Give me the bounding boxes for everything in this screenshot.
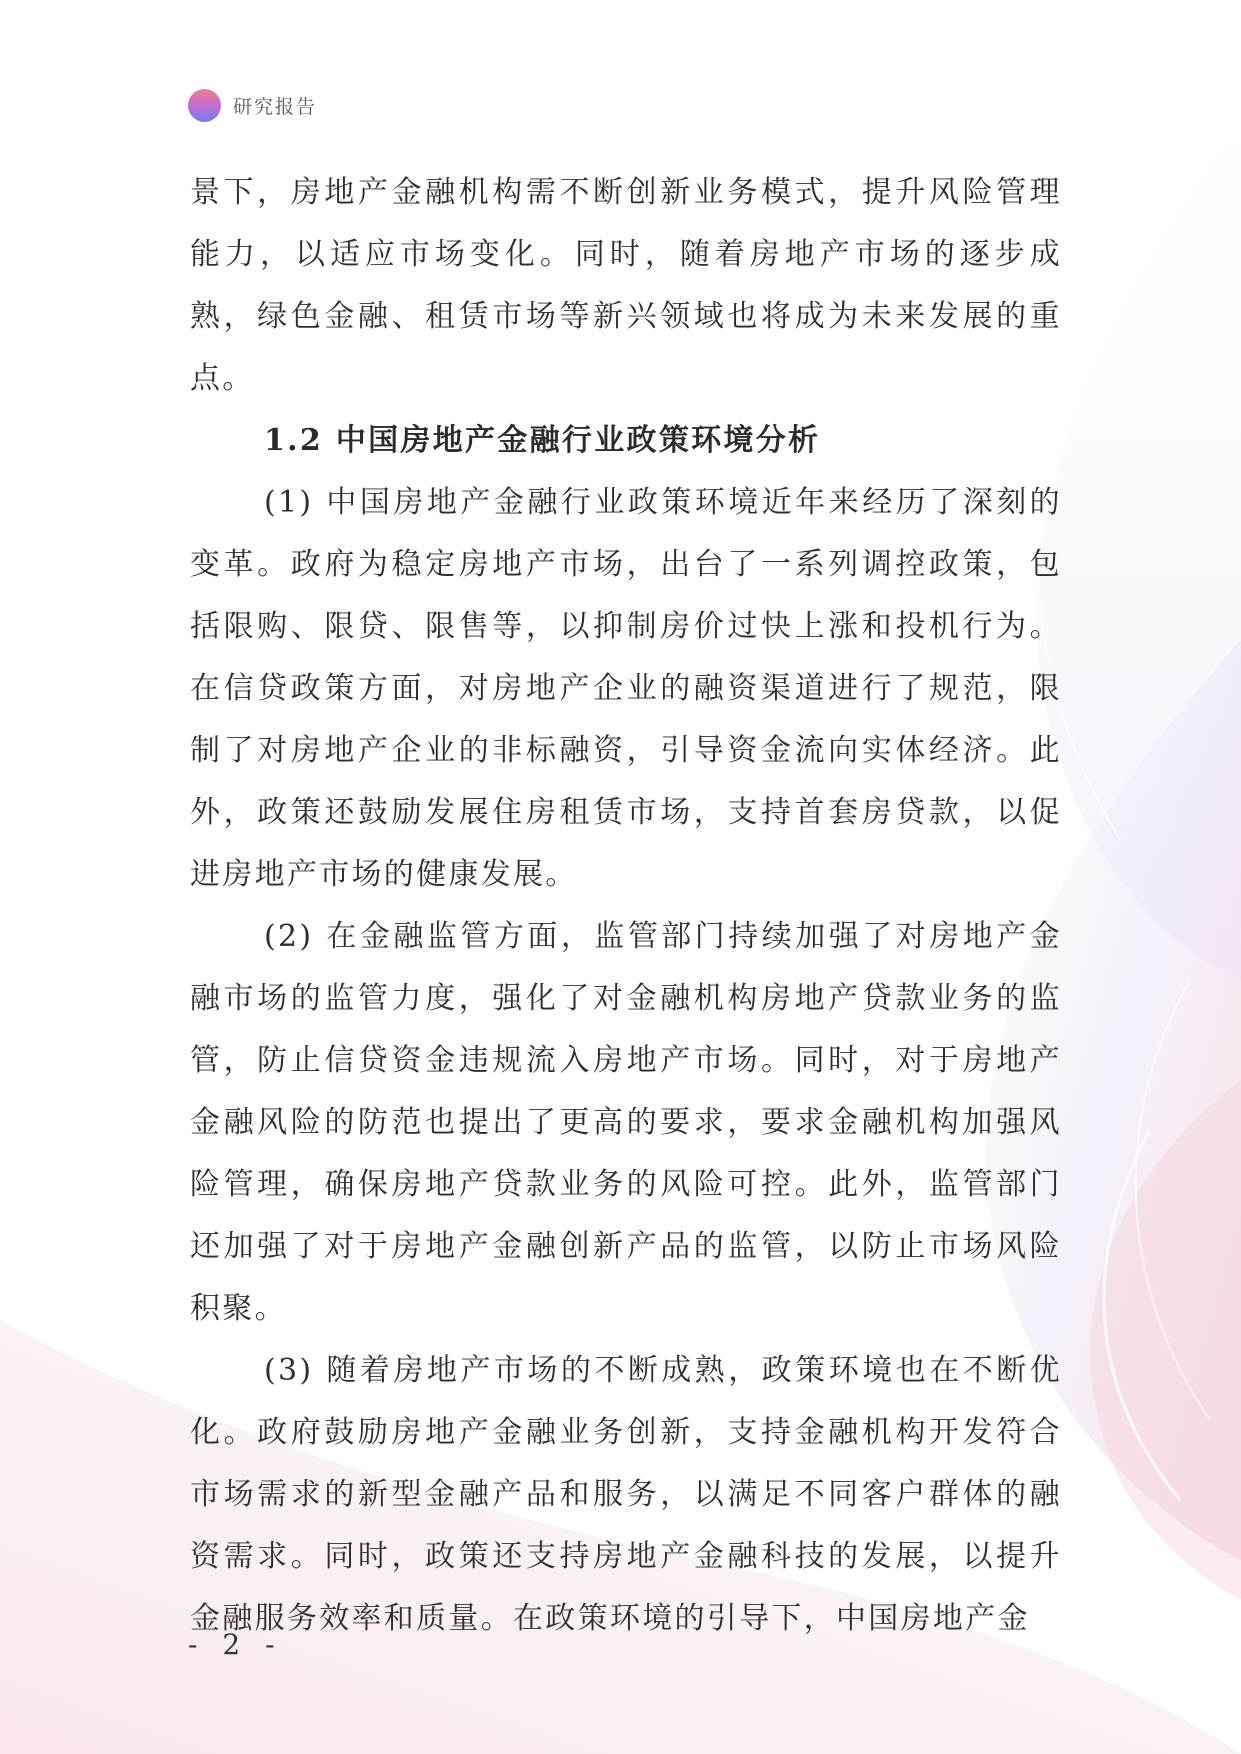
paragraph-2: (2) 在金融监管方面，监管部门持续加强了对房地产金融市场的监管力度，强化了对金融机构房地产贷款业务的监管，防止信贷资金违规流入房地产市场。同时，对于房地产金融风险的防范也提出了更高的要求，要求金融机构加强风险管理，确保房地产贷款业务的风险可控。此外，监管部门还加强了对于房地产金融创新产品的监管，以防止市场风险积聚。 [190, 919, 1062, 1326]
page-number: - 2 - [188, 1628, 283, 1661]
document-body [190, 162, 1062, 1650]
paragraph-1: (1) 中国房地产金融行业政策环境近年来经历了深刻的变革。政府为稳定房地产市场，出台了一系列调控政策，包括限购、限贷、限售等，以抑制房价过快上涨和投机行为。在信贷政策方面，对房地产企业的融资渠道进行了规范，限制了对房地产企业的非标融资，引导资金流向实体经济。此外，政策还鼓励发展住房租赁市场，支持首套房贷款，以促进房地产市场的健康发展。 [190, 485, 1062, 892]
section-heading: 1.2 中国房地产金融行业政策环境分析 [264, 423, 821, 458]
continued-paragraph: 景下，房地产金融机构需不断创新业务模式，提升风险管理能力，以适应市场变化。同时，随着房地产市场的逐步成熟，绿色金融、租赁市场等新兴领域也将成为未来发展的重点。 [190, 175, 1062, 396]
header-title: 研究报告 [233, 95, 318, 118]
logo-circle-icon [188, 89, 221, 122]
report-header [188, 88, 317, 122]
paragraph-3: (3) 随着房地产市场的不断成熟，政策环境也在不断优化。政府鼓励房地产金融业务创新，支持金融机构开发符合市场需求的新型金融产品和服务，以满足不同客户群体的融资需求。同时，政策还支持房地产金融科技的发展，以提升金融服务效率和质量。在政策环境的引导下，中国房地产金 [190, 1353, 1062, 1636]
